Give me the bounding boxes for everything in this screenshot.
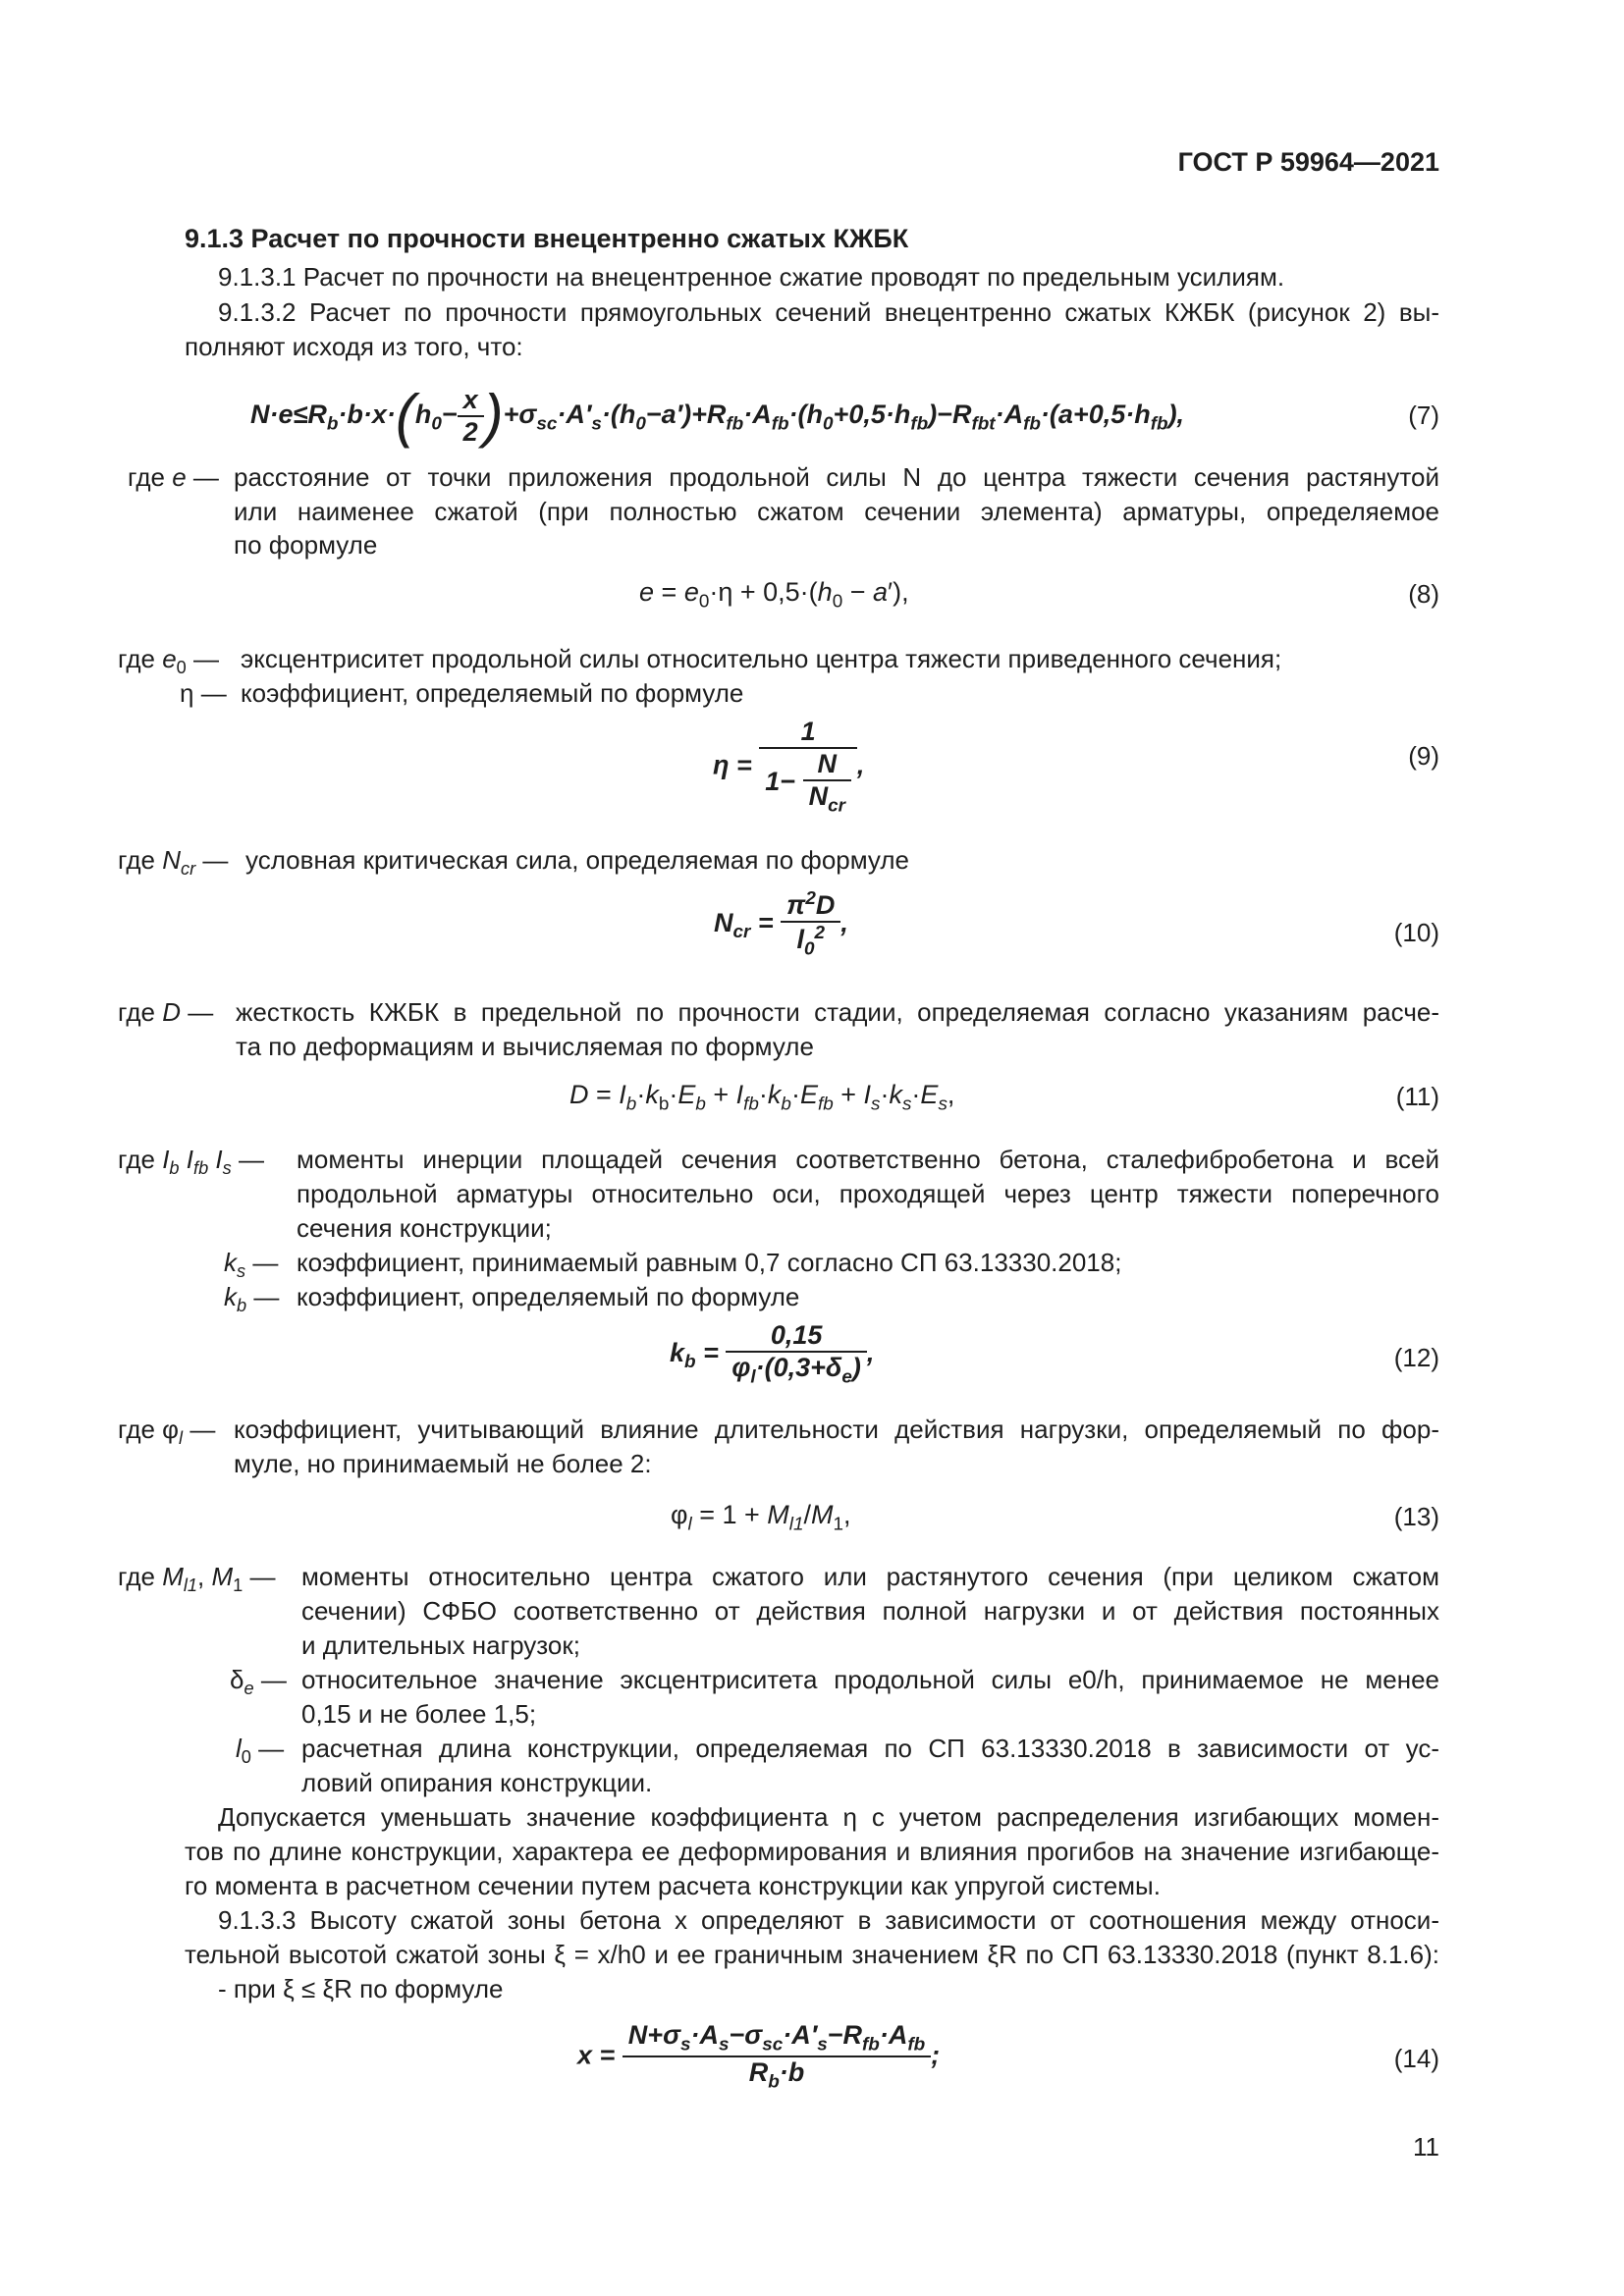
def-ks-text: коэффициент, принимаемый равным 0,7 согласно СП 63.13330.2018;: [297, 1248, 1122, 1277]
def-i-line1: моменты инерции площадей сечения соответственно бетона, сталефибробетона и всей: [297, 1145, 1439, 1174]
def-ks-label: $k_s$ —: [224, 1248, 279, 1282]
section-title: 9.1.3 Расчет по прочности внецентренно сжатых КЖБК: [185, 224, 909, 253]
dash: —: [252, 1248, 279, 1277]
def-e-line3: по формуле: [234, 530, 378, 560]
dash: —: [253, 1282, 280, 1311]
dash: —: [189, 1415, 216, 1444]
para-allow-line1: Допускается уменьшать значение коэффициента η с учетом распределения изгибающих момен-: [218, 1802, 1439, 1832]
dash: —: [193, 644, 220, 673]
equation-8-number: (8): [1408, 579, 1439, 609]
equation-8: $e = e_0\cdot\eta + 0,5\cdot(h_0 - a')$,: [639, 577, 909, 613]
dash: —: [249, 1562, 276, 1591]
dash: —: [258, 1734, 285, 1763]
equation-7: $N\cdot e\le R_b\cdot b\cdot x\cdot(h_0-$ $\frac{x}{2}$ )$+\sigma_{sc}\cdot A'_s\cdot(h_0-a')+R_{fb}\cdot A_{fb}\cdot(h_0+0,5\cdot h_{fb})-R_{fbt}\cdot A_{fb}\cdot(a+0,5\cdot h_{fb})$,: [250, 383, 1185, 449]
para-9-1-3-3-line2: тельной высотой сжатой зоны ξ = x/h0 и ее граничным значением ξR по СП 63.13330.2018 (пункт 8.1.6):: [185, 1940, 1439, 1969]
def-kb-label: $k_b$ —: [224, 1282, 280, 1316]
def-ncr-label: где $N_{cr}$ —: [118, 845, 229, 880]
def-i-line2: продольной арматуры относительно оси, проходящей через центр тяжести поперечного: [297, 1179, 1439, 1208]
equation-12: $k_b$ = $\frac{0,15}{\varphi_l\cdot(0,3+\delta_e)}$ ,: [670, 1320, 875, 1388]
equation-13: $\varphi_l = 1 + M_{l1}/M_1$,: [671, 1500, 851, 1535]
dash: —: [192, 462, 219, 492]
paragraph-9-1-3-2-line2: полняют исходя из того, что:: [185, 332, 523, 361]
para-9-1-3-3-line3: - при ξ ≤ ξR по формуле: [218, 1974, 504, 2003]
def-m-line3: и длительных нагрузок;: [301, 1630, 580, 1660]
equation-13-number: (13): [1393, 1502, 1439, 1531]
def-ncr-text: условная критическая сила, определяемая по формуле: [245, 845, 909, 875]
def-m-line1: моменты относительно центра сжатого или растянутого сечения (при целиком сжатом: [301, 1562, 1439, 1591]
def-phi-line2: муле, но принимаемый не более 2:: [234, 1449, 652, 1478]
equation-7-number: (7): [1408, 400, 1439, 430]
equation-12-number: (12): [1393, 1343, 1439, 1372]
def-phi-label: где $\varphi_l$ —: [118, 1415, 216, 1449]
paragraph-9-1-3-2-line1: 9.1.3.2 Расчет по прочности прямоугольных сечений внецентренно сжатых КЖБК (рисунок 2) вы-: [218, 297, 1439, 327]
equation-11: $D = I_b\cdot k_b\cdot E_b + I_{fb}\cdot k_b\cdot E_{fb} + I_s\cdot k_s\cdot E_s$,: [569, 1080, 955, 1115]
def-phi-line1: коэффициент, учитывающий влияние длительности действия нагрузки, определяемый по фор-: [234, 1415, 1439, 1444]
def-d-line2: та по деформациям и вычисляемая по формуле: [236, 1032, 814, 1061]
gde-label: где: [128, 462, 165, 492]
def-e-label: где e —: [128, 462, 219, 492]
def-d-label: где D —: [118, 997, 214, 1027]
equation-11-number: (11): [1395, 1082, 1439, 1111]
def-m-label: где $M_{l1}$, $M_1$ —: [118, 1562, 276, 1596]
def-e-line2: или наименее сжатой (при полностью сжатом сечении элемента) арматуры, определяемое: [234, 497, 1439, 526]
para-9-1-3-3-line1: 9.1.3.3 Высоту сжатой зоны бетона x определяют в зависимости от соотношения между относи-: [218, 1905, 1439, 1935]
def-m-line2: сечении) СФБО соответственно от действия полной нагрузки и от действия постоянных: [301, 1596, 1439, 1626]
def-kb-text: коэффициент, определяемый по формуле: [297, 1282, 800, 1311]
def-i-line3: сечения конструкции;: [297, 1213, 552, 1243]
def-e-line1: расстояние от точки приложения продольной силы N до центра тяжести сечения растянутой: [234, 462, 1439, 492]
document-header: ГОСТ Р 59964—2021: [1177, 147, 1439, 177]
gde-label: где: [118, 1562, 155, 1591]
def-i-label: где $I_b$ $I_{fb}$ $I_s$ —: [118, 1145, 264, 1179]
gde-label: где: [118, 845, 155, 875]
equation-10-number: (10): [1393, 918, 1439, 947]
def-d-line1: жесткость КЖБК в предельной по прочности стадии, определяемая согласно указаниям расче-: [236, 997, 1439, 1027]
def-l0-label: $l_0$ —: [236, 1734, 285, 1768]
def-l0-line2: ловий опирания конструкции.: [301, 1768, 653, 1797]
dash: —: [200, 678, 227, 708]
para-allow-line2: тов по длине конструкции, характера ее деформирования и влияния прогибов на значение изгибающе-: [185, 1837, 1439, 1866]
equation-10: $N_{cr}$ = $\frac{\pi^2D}{l_0^2}$ ,: [714, 888, 848, 960]
def-l0-line1: расчетная длина конструкции, определяемая по СП 63.13330.2018 в зависимости от ус-: [301, 1734, 1439, 1763]
def-delta-line1: относительное значение эксцентриситета продольной силы e0/h, принимаемое не менее: [301, 1665, 1439, 1694]
equation-14: x = $\frac{N+\sigma_s\cdot A_s-\sigma_{sc}\cdot A'_s-R_{fb}\cdot A_{fb}}{R_b\cdot b}$ ;: [577, 2020, 941, 2093]
def-eta-label: η —: [180, 678, 227, 708]
dash: —: [260, 1665, 287, 1694]
gde-label: где: [118, 644, 155, 673]
def-delta-line2: 0,15 и не более 1,5;: [301, 1699, 537, 1729]
gde-label: где: [118, 1145, 155, 1174]
dash: —: [238, 1145, 264, 1174]
equation-9-number: (9): [1408, 741, 1439, 771]
paragraph-9-1-3-1: 9.1.3.1 Расчет по прочности на внецентренное сжатие проводят по предельным усилиям.: [218, 262, 1285, 292]
dash: —: [202, 845, 229, 875]
def-e0-label: где $e_0$ —: [118, 644, 220, 678]
gde-label: где: [118, 997, 155, 1027]
equation-9: η = 1 1− $\frac{N}{N_{cr}}$ ,: [713, 717, 865, 817]
equation-14-number: (14): [1393, 2044, 1439, 2073]
dash: —: [188, 997, 214, 1027]
page-number: 11: [1413, 2132, 1439, 2162]
def-delta-label: $\delta_e$ —: [230, 1665, 287, 1699]
def-eta-text: коэффициент, определяемый по формуле: [241, 678, 744, 708]
gde-label: где: [118, 1415, 155, 1444]
para-allow-line3: го момента в расчетном сечении путем расчета конструкции как упругой системы.: [185, 1871, 1161, 1900]
def-e0-text: эксцентриситет продольной силы относительно центра тяжести приведенного сечения;: [241, 644, 1282, 673]
